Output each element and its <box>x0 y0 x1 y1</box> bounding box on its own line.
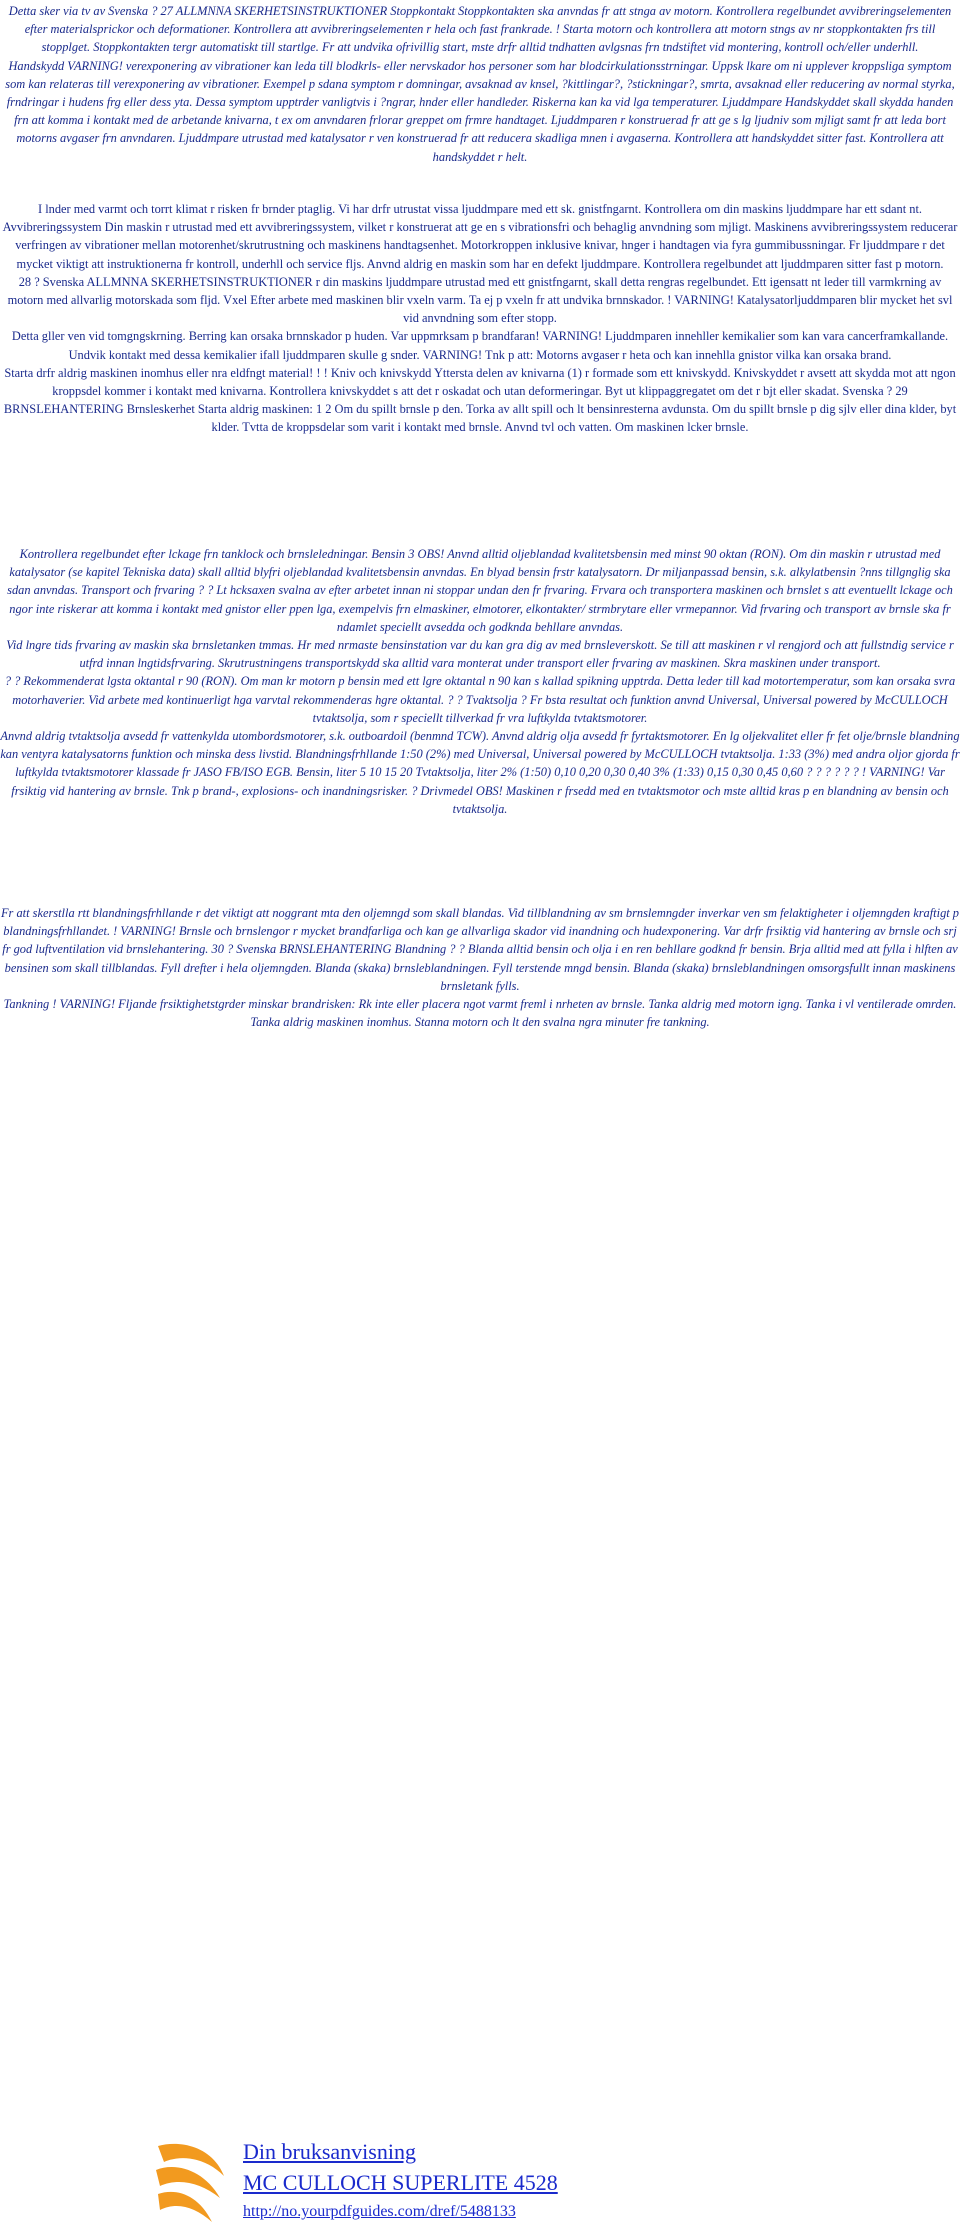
manual-title-link[interactable]: Din bruksanvisning <box>243 2139 416 2164</box>
text-block-muffler <box>0 200 960 437</box>
paragraph: 28 ? Svenska ALLMNNA SKERHETSINSTRUKTIONER r din maskins ljuddmpare utrustad med ett gnistfngarnt, skall detta rengras regelbundet. Ett igensatt nt leder till varmkrning av motorn med allvarlig motorskada som fljd. Vxel Efter arbete med maskinen blir vxeln varm. Ta ej p vxeln fr att undvika brnnskador. ! VARNING! Katalysatorljuddmparen blir mycket het svl vid anvndning som efter stopp. <box>7 274 953 326</box>
footer <box>0 1066 960 2220</box>
paragraph: Fr att skerstlla rtt blandningsfrhllande r det viktigt att noggrant mta den oljemngd som skall blandas. Vid tillblandning av sm brnslemngder inverkar ven sm felaktigheter i oljemngden kraftigt p blandningsfrhllandet. ! VARNING! Brnsle och brnslengor r mycket brandfarliga och kan ge allvarliga skador vid inandning och hudexponering. Var drfr frsiktig vid hantering av brnsle och srj fr god luftventilation vid brnslehantering. 30 ? Svenska BRNSLEHANTERING Blandning ? ? Blanda alltid bensin och olja i en ren behllare godknd fr bensin. Brja alltid med att fylla i hlften av bensinen som skall tillblandas. Fyll drefter i hela oljemngden. Blanda (skaka) brnsleblandningen. Fyll terstende mngd bensin. Blanda (skaka) brnsleblandningen omsorgsfullt innan maskinens brnsletank fylls. <box>0 906 959 993</box>
text-block-safety <box>0 2 960 166</box>
paragraph: Vid lngre tids frvaring av maskin ska brnsletanken tmmas. Hr med nrmaste bensinstation var du kan gra dig av med brnsleverskott. Se till att maskinen r vl rengjord och att fullstndig service r utfrd innan lngtidsfrvaring. Skrutrustningens transportskydd ska alltid vara monterat under transport eller frvaring av maskinen. Skra maskinen under transport. <box>6 638 954 671</box>
paragraph: Detta gller ven vid tomgngskrning. Berring kan orsaka brnnskador p huden. Var uppmrksam p brandfaran! VARNING! Ljuddmparen innehller kemikalier som kan vara cancerframkallande. Undvik kontakt med dessa kemikalier ifall ljuddmparen skulle g snder. VARNING! Tnk p att: Motorns avgaser r heta och kan innehlla gnistor vilka kan orsaka brand. <box>11 329 949 362</box>
paragraph: Tankning ! VARNING! Fljande frsiktighetstgrder minskar brandrisken: Rk inte eller placera ngot varmt freml i nrheten av brnsle. Tanka aldrig med motorn igng. Tanka i vl ventilerade omrden. Tanka aldrig maskinen inomhus. Stanna motorn och lt den svalna ngra minuter fre tankning. <box>3 997 957 1030</box>
paragraph: Starta drfr aldrig maskinen inomhus eller nra eldfngt material! ! ! Kniv och knivskydd Yttersta delen av knivarna (1) r formade som ett knivskydd. Knivskyddet r avsett att skydda mot att ngon kroppsdel kommer i kontakt med knivarna. Kontrollera knivskyddet s att det r oskadat och utan deformeringar. Byt ut klippaggregatet om det r bjt eller skadat. Svenska ? 29 BRNSLEHANTERING Brnsleskerhet Starta aldrig maskinen: 1 2 Om du spillt brnsle p den. Torka av allt spill och lt bensinresterna avdunsta. Om du spillt brnsle p dig sjlv eller dina klder, byt klder. Tvtta de kroppsdelar som varit i kontakt med brnsle. Anvnd tvl och vatten. Om maskinen lcker brnsle. <box>3 365 957 435</box>
source-url-link[interactable]: http://no.yourpdfguides.com/dref/5488133 <box>243 2203 516 2220</box>
paragraph: I lnder med varmt och torrt klimat r risken fr brnder ptaglig. Vi har drfr utrustat vissa ljuddmpare med ett sk. gnistfngarnt. Kontrollera om din maskins ljuddmpare har ett sdant nt. Avvibreringssystem Din maskin r utrustad med ett avvibreringssystem, vilket r konstruerat att ge en s vibrationsfri och behaglig anvndning som mjligt. Maskinens avvibreringssystem reducerar verfringen av vibrationer mellan motorenhet/skrutrustning och maskinens handtagsenhet. Motorkroppen inklusive knivar, hnger i handtagen via fyra gummibussningar. Fr ljuddmpare r det mycket viktigt att instruktionerna fr kontroll, underhll och service fljs. Anvnd aldrig en maskin som har en defekt ljuddmpare. Kontrollera regelbundet att ljuddmparen sitter fast p motorn. <box>2 202 958 271</box>
text-block-fuel <box>0 545 960 818</box>
model-link[interactable]: MC CULLOCH SUPERLITE 4528 <box>243 2170 558 2195</box>
text-block-mixing <box>0 904 960 1031</box>
paragraph: Handskydd VARNING! verexponering av vibrationer kan leda till blodkrls- eller nervskador hos personer som har blodcirkulationsstrningar. Uppsk lkare om ni upplever kroppsliga symptom som kan relateras till verexponering av vibrationer. Exempel p sdana symptom r domningar, avsaknad av knsel, ?kittlingar?, ?stickningar?, smrta, avsaknad eller reducering av normal styrka, frndringar i hudens frg eller dess yta. Dessa symptom upptrder vanligtvis i ?ngrar, hnder eller handleder. Riskerna kan ka vid lga temperaturer. Ljuddmpare Handskyddet skall skydda handen frn att komma i kontakt med de arbetande knivarna, t ex om anvndaren frlorar greppet om frmre handtaget. Ljuddmparen r konstruerad fr att ge s lg ljudniv som mjligt samt fr att leda bort motorns avgaser frn anvndaren. Ljuddmpare utrustad med katalysator r ven konstruerad fr att reducera skadliga mnen i avgaserna. Kontrollera att handskyddet sitter fast. Kontrollera att handskyddet r helt. <box>5 58 955 164</box>
paragraph: ? ? Rekommenderat lgsta oktantal r 90 (RON). Om man kr motorn p bensin med ett lgre oktantal n 90 kan s kallad spikning upptrda. Detta leder till kad motortemperatur, som kan orsaka svra motorhaverier. Vid arbete med kontinuerligt hga varvtal rekommenderas hgre oktantal. ? ? Tvaktsolja ? Fr bsta resultat och funktion anvnd Universal, Universal powered by McCULLOCH tvtaktsolja, som r speciellt tillverkad fr vra luftkylda tvtaktsmotorer. <box>4 674 956 725</box>
paragraph: Detta sker via tv av Svenska ? 27 ALLMNNA SKERHETSINSTRUKTIONER Stoppkontakt Stoppkontakten ska anvndas fr att stnga av motorn. Kontrollera regelbundet avvibreringselementen efter materialsprickor och deformationer. Kontrollera att avvibreringselementen r hela och fast frankrade. ! Starta motorn och kontrollera att motorn stngs av nr stoppkontakten frs till stopplget. Stoppkontakten tergr automatiskt till startlge. Fr att undvika ofrivillig start, mste drfr alltid tndhatten avlgsnas frn tndstiftet vid montering, kontroll och/eller underhll. <box>8 4 952 55</box>
paragraph: Anvnd aldrig tvtaktsolja avsedd fr vattenkylda utombordsmotorer, s.k. outboardoil (benmnd TCW). Anvnd aldrig olja avsedd fr fyrtaktsmotorer. En lg oljekvalitet eller fr fet olje/brnsle blandning kan ventyra katalysatorns funktion och minska dess livstid. Blandningsfrhllande 1:50 (2%) med Universal, Universal powered by McCULLOCH tvtaktsolja. 1:33 (3%) med andra oljor gjorda fr luftkylda tvtaktsmotorer klassade fr JASO FB/ISO EGB. Bensin, liter 5 10 15 20 Tvtaktsolja, liter 2% (1:50) 0,10 0,20 0,30 0,40 3% (1:33) 0,15 0,30 0,45 0,60 ? ? ? ? ? ? ! VARNING! Var frsiktig vid hantering av brnsle. Tnk p brand-, explosions- och inandningsrisker. ? Drivmedel OBS! Maskinen r frsedd med en tvtaktsmotor och mste alltid kras p en blandning av bensin och tvtaktsolja. <box>0 729 960 816</box>
orange-swoosh-logo-icon <box>150 2136 230 2226</box>
paragraph: Kontrollera regelbundet efter lckage frn tanklock och brnsleledningar. Bensin 3 OBS! Anvnd alltid oljeblandad kvalitetsbensin med minst 90 oktan (RON). Om din maskin r utrustad med katalysator (se kapitel Tekniska data) skall alltid blyfri oljeblandad kvalitetsbensin anvndas. En blyad bensin frstr katalysatorn. Dr miljanpassad bensin, s.k. alkylatbensin ?nns tillgnglig ska sdan anvndas. Transport och frvaring ? ? Lt hcksaxen svalna av efter arbetet innan ni stoppar undan den fr frvaring. Frvara och transportera maskinen och brnslet s att eventuellt lckage och ngor inte riskerar att komma i kontakt med gnistor eller ppen lga, exempelvis frn elmaskiner, elmotorer, elkontakter/ strmbrytare eller vrmepannor. Vid frvaring och transport av brnsle ska fr ndamlet speciellt avsedda och godknda behllare anvndas. <box>7 547 953 634</box>
